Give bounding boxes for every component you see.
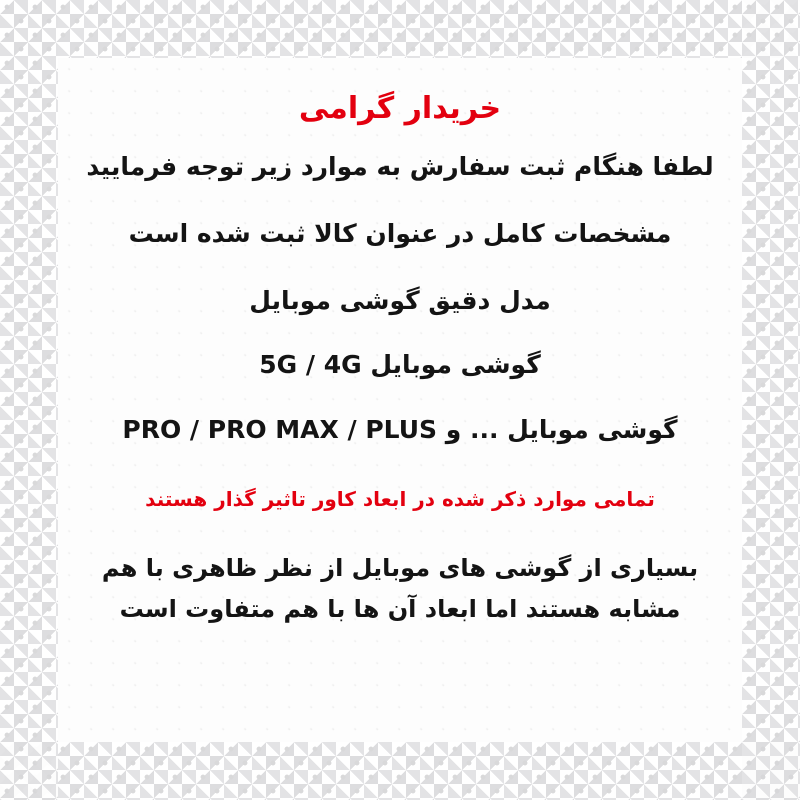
poster-heading: خریدار گرامی xyxy=(298,91,502,126)
poster-content xyxy=(58,58,742,742)
decorative-border-top xyxy=(0,0,800,58)
decorative-border-left xyxy=(0,0,58,800)
decorative-border-bottom xyxy=(0,742,800,800)
instruction-line-5: گوشی موبایل ... و PRO / PRO MAX / PLUS xyxy=(122,415,678,444)
closing-statement: بسیاری از گوشی های موبایل از نظر ظاهری با هم مشابه هستند اما ابعاد آن ها با هم متفاوت است xyxy=(101,553,699,623)
instruction-line-2: مشخصات کامل در عنوان کالا ثبت شده است xyxy=(128,218,672,248)
instruction-line-4: گوشی موبایل 5G / 4G xyxy=(259,350,541,380)
important-note: تمامی موارد ذکر شده در ابعاد کاور تاثیر گذار هستند xyxy=(145,486,655,511)
decorative-border-right xyxy=(742,0,800,800)
instruction-line-1: لطفا هنگام ثبت سفارش به موارد زیر توجه فرمایید xyxy=(86,152,714,181)
instruction-line-3: مدل دقیق گوشی موبایل xyxy=(249,285,551,315)
